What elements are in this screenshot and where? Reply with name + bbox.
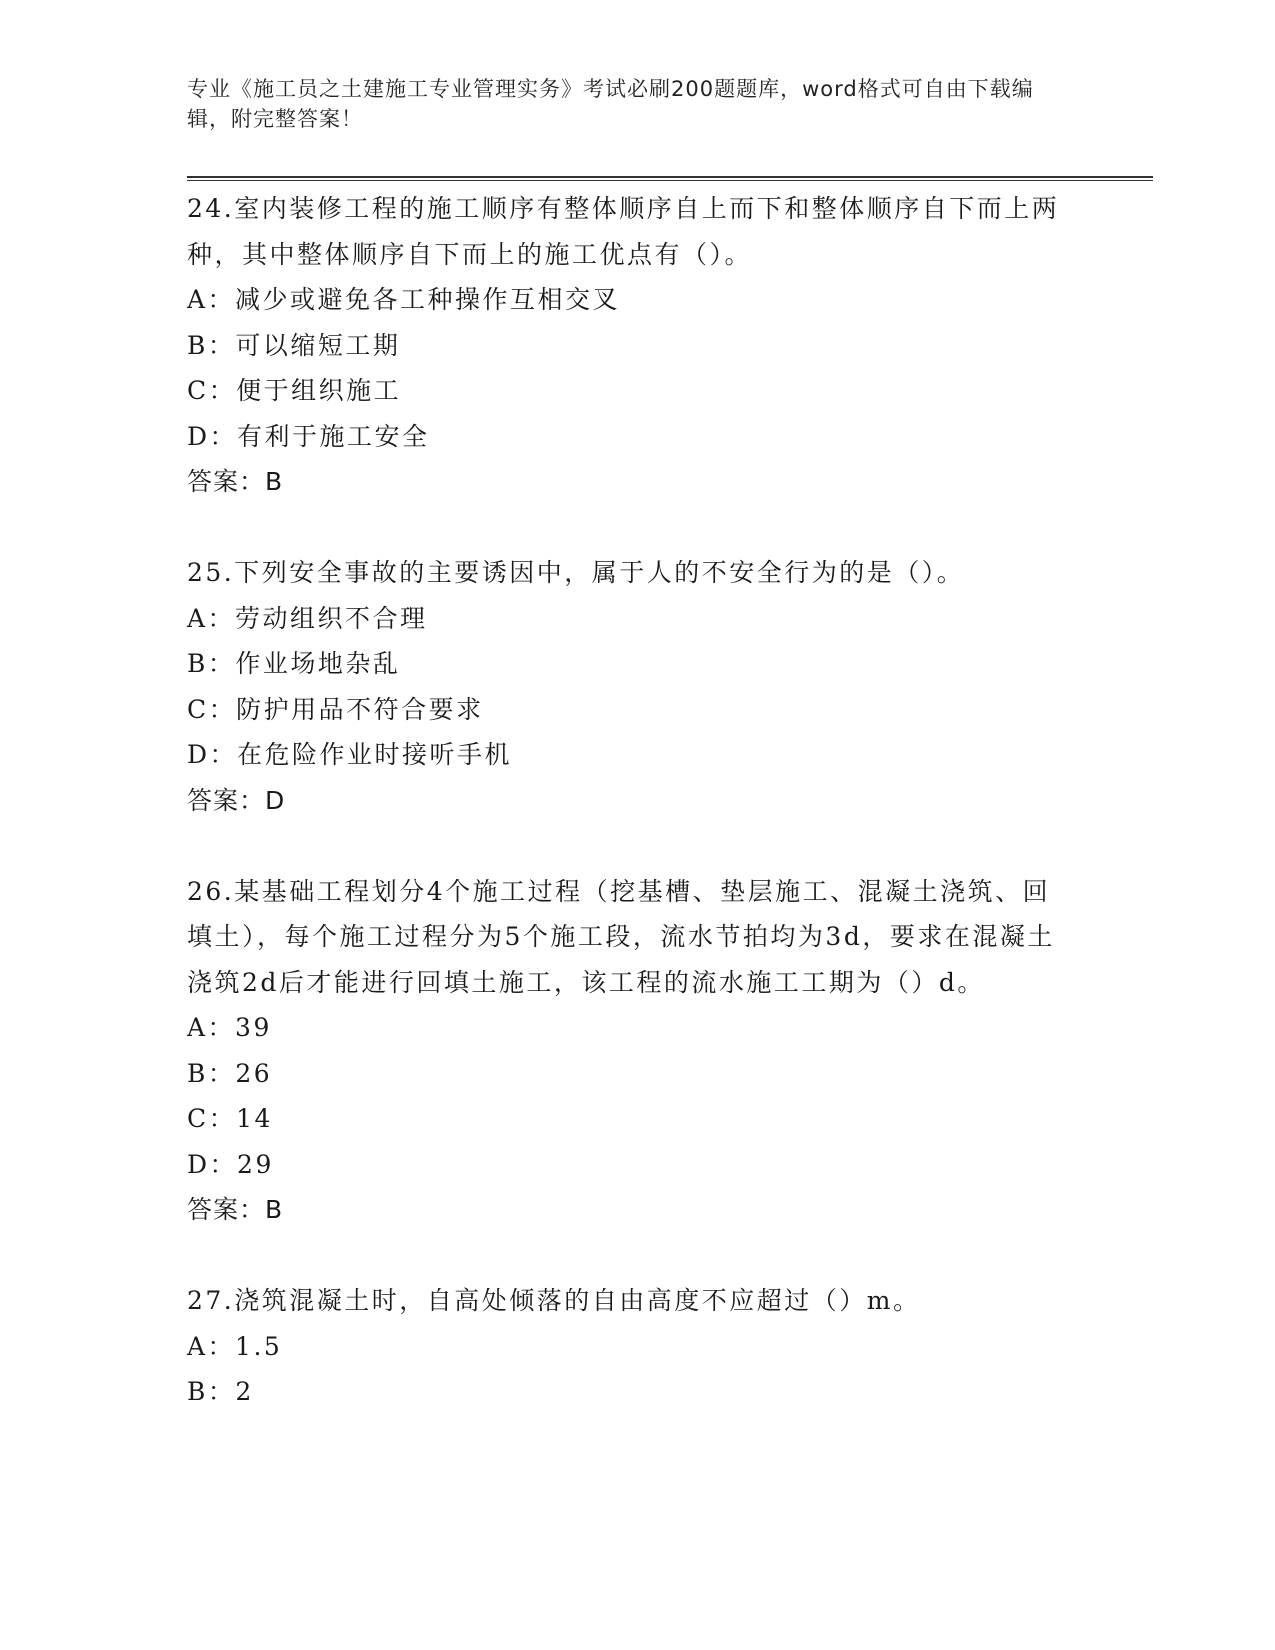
option-b: B：作业场地杂乱 [187,649,401,678]
option-d: D：有利于施工安全 [187,421,430,451]
option-b: B：可以缩短工期 [187,330,401,360]
spacer [187,823,1067,869]
option-b: B：2 [187,1377,254,1406]
question-27 [187,1278,1067,1415]
question-stem: 26.某基础工程划分4个施工过程（挖基槽、垫层施工、混凝土浇筑、回填土），每个施工过程分为5个施工段，流水节拍均为3d，要求在混凝土浇筑2d后才能进行回填土施工，该工程的流水施工工期为（）d。 [187,876,1055,997]
answer: 答案：D [187,785,286,815]
question-25 [187,550,1067,823]
question-26 [187,869,1067,1233]
option-a: A：劳动组织不合理 [187,603,428,633]
option-d: D：29 [187,1149,274,1179]
answer: 答案：B [187,1195,284,1224]
question-stem: 27.浇筑混凝土时，自高处倾落的自由高度不应超过（）m。 [187,1286,921,1315]
header-divider [187,176,1153,181]
option-a: A：39 [187,1013,272,1042]
option-c: C：14 [187,1104,273,1133]
question-list [187,186,1067,1415]
option-a: A：减少或避免各工种操作互相交叉 [187,285,621,314]
question-stem: 24.室内装修工程的施工顺序有整体顺序自上而下和整体顺序自下而上两种，其中整体顺序自下而上的施工优点有（）。 [187,194,1060,269]
spacer [187,1233,1067,1279]
spacer [187,505,1067,551]
option-c: C：便于组织施工 [187,376,402,405]
option-d: D：在危险作业时接听手机 [187,740,513,769]
document-header: 专业《施工员之土建施工专业管理实务》考试必刷200题题库，word格式可自由下载编辑，附完整答案！ [187,77,1034,131]
question-24 [187,186,1067,505]
answer: 答案：B [187,467,284,496]
option-b: B：26 [187,1058,273,1088]
option-a: A：1.5 [187,1331,283,1361]
question-stem: 25.下列安全事故的主要诱因中，属于人的不安全行为的是（）。 [187,558,965,587]
option-c: C：防护用品不符合要求 [187,694,484,724]
